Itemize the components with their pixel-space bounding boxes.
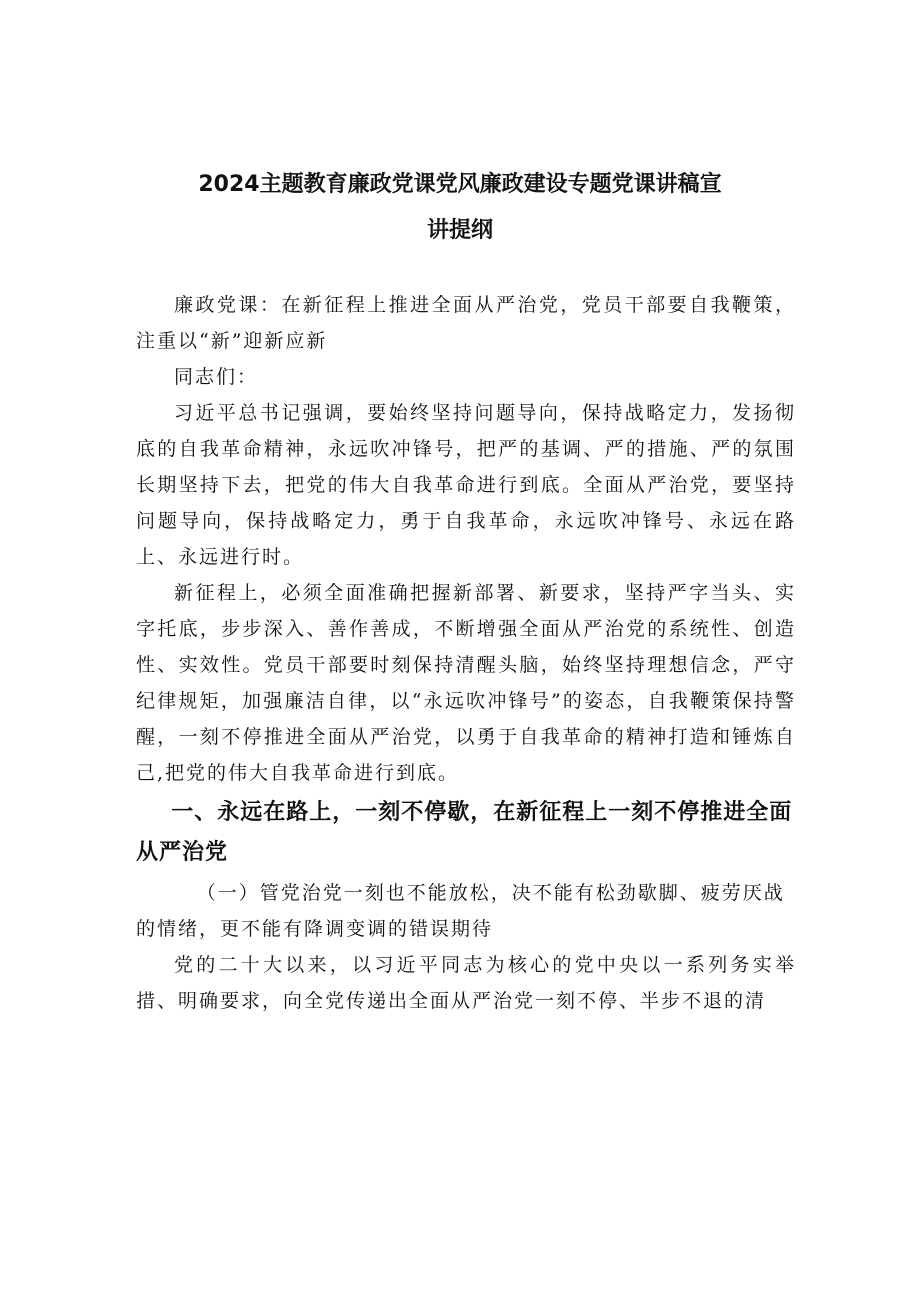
document-title — [100, 162, 820, 254]
body-paragraph: 习近平总书记强调，要始终坚持问题导向，保持战略定力，发扬彻底的自我革命精神，永远吹冲锋号，把严的基调、严的措施、严的氛围长期坚持下去，把党的伟大自我革命进行到底。全面从严治党，要坚持问题导向，保持战略定力，勇于自我革命，永远吹冲锋号、永远在路上、永远进行时。 — [136, 402, 796, 568]
salutation: 同志们： — [174, 366, 259, 388]
title-line-1: 2024主题教育廉政党课党风廉政建设专题党课讲稿宣 — [198, 172, 722, 197]
document-body — [136, 287, 796, 1019]
title-line-2: 讲提纲 — [426, 218, 493, 243]
body-paragraph: 党的二十大以来，以习近平同志为核心的党中央以一系列务实举措、明确要求，向全党传递出全面从严治党一刻不停、半步不退的清 — [136, 954, 796, 1012]
body-paragraph: 新征程上，必须全面准确把握新部署、新要求，坚持严字当头、实字托底，步步深入、善作善成，不断增强全面从严治党的系统性、创造性、实效性。党员干部要时刻保持清醒头脑，始终坚持理想信念，严守纪律规矩，加强廉洁自律，以“永远吹冲锋号”的姿态，自我鞭策保持警醒，一刻不停推进全面从严治党，以勇于自我革命的精神打造和锤炼自己,把党的伟大自我革命进行到底。 — [136, 582, 796, 784]
lecture-subtitle: 廉政党课：在新征程上推进全面从严治党，党员干部要自我鞭策，注重以“新”迎新应新 — [136, 294, 796, 352]
section-heading: 一、永远在路上，一刻不停歇，在新征程上一刻不停推进全面从严治党 — [136, 800, 793, 865]
subsection-heading: （一）管党治党一刻也不能放松，决不能有松劲歇脚、疲劳厌战的情绪，更不能有降调变调的错误期待 — [136, 882, 785, 940]
